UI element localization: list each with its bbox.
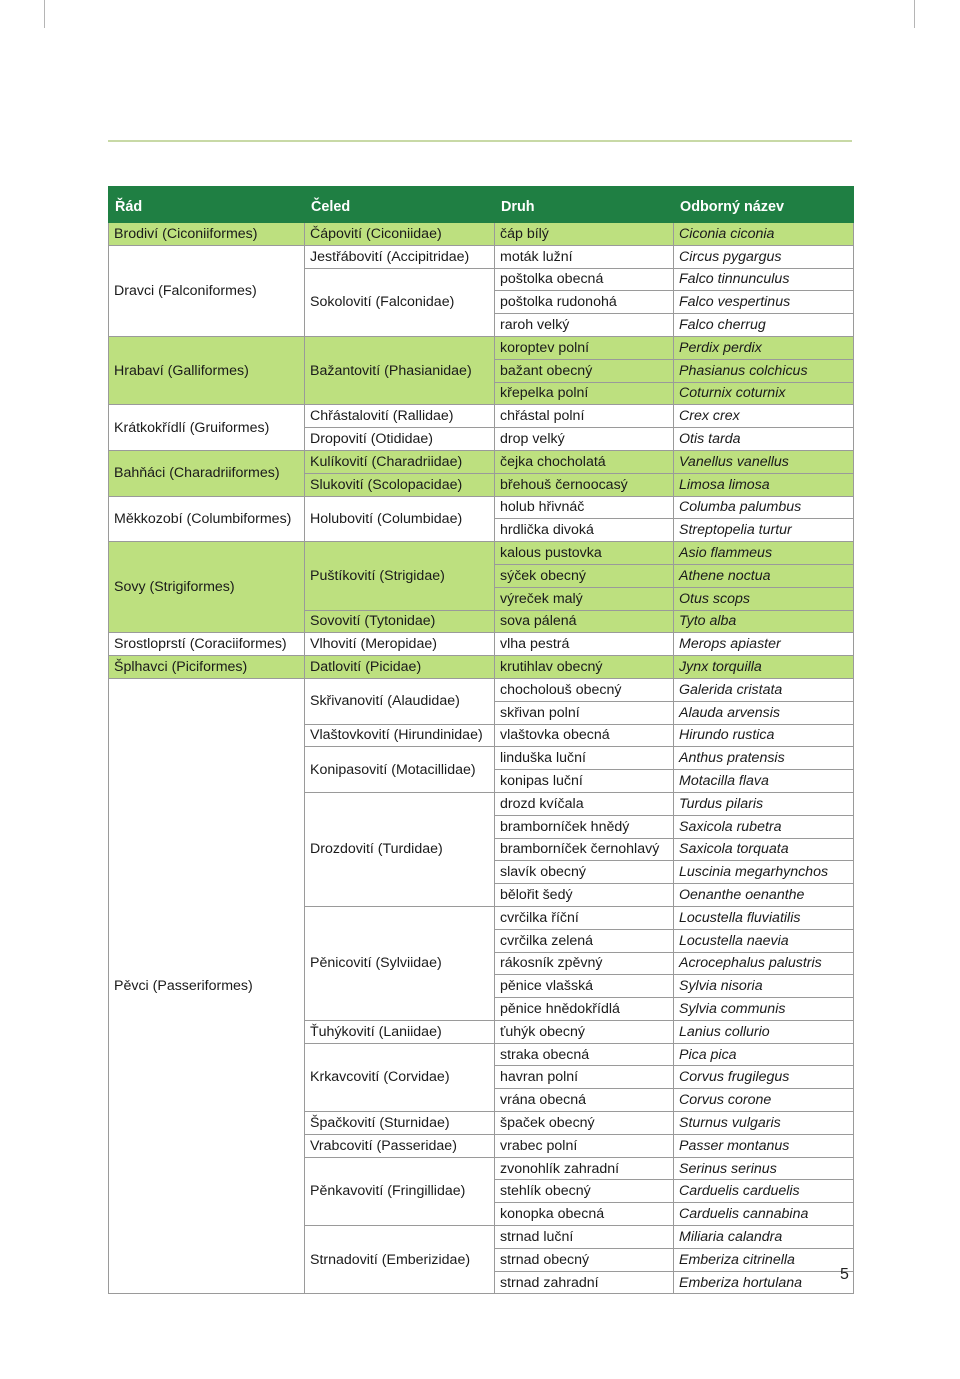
species-cell: moták lužní (495, 245, 674, 268)
scientific-name-cell: Phasianus colchicus (674, 359, 854, 382)
species-cell: poštolka rudonohá (495, 291, 674, 314)
table-row (109, 450, 854, 473)
scientific-name-cell: Carduelis cannabina (674, 1203, 854, 1226)
scientific-name-cell: Corvus corone (674, 1089, 854, 1112)
family-cell: Datlovití (Picidae) (305, 656, 495, 679)
species-cell: slavík obecný (495, 861, 674, 884)
family-cell: Pěnkavovití (Fringillidae) (305, 1157, 495, 1225)
scientific-name-cell: Sylvia communis (674, 998, 854, 1021)
scientific-name-cell: Falco vespertinus (674, 291, 854, 314)
scientific-name-cell: Pica pica (674, 1043, 854, 1066)
scientific-name-cell: Galerida cristata (674, 678, 854, 701)
table-row (109, 223, 854, 246)
family-cell: Jestřábovití (Accipitridae) (305, 245, 495, 268)
header-scientific-name: Odborný název (674, 187, 854, 223)
scientific-name-cell: Athene noctua (674, 564, 854, 587)
species-cell: strnad zahradní (495, 1271, 674, 1294)
scientific-name-cell: Miliaria calandra (674, 1226, 854, 1249)
scientific-name-cell: Sturnus vulgaris (674, 1112, 854, 1135)
scientific-name-cell: Serinus serinus (674, 1157, 854, 1180)
scientific-name-cell: Passer montanus (674, 1134, 854, 1157)
species-cell: vrána obecná (495, 1089, 674, 1112)
scientific-name-cell: Luscinia megarhynchos (674, 861, 854, 884)
species-cell: křepelka polní (495, 382, 674, 405)
species-cell: chocholouš obecný (495, 678, 674, 701)
species-cell: čejka chocholatá (495, 450, 674, 473)
scientific-name-cell: Merops apiaster (674, 633, 854, 656)
order-cell: Měkkozobí (Columbiformes) (109, 496, 305, 542)
table-row (109, 542, 854, 565)
species-cell: skřivan polní (495, 701, 674, 724)
header-order: Řád (109, 187, 305, 223)
species-cell: zvonohlík zahradní (495, 1157, 674, 1180)
scientific-name-cell: Oenanthe oenanthe (674, 884, 854, 907)
family-cell: Bažantovití (Phasianidae) (305, 336, 495, 404)
table-header-row (109, 187, 854, 223)
family-cell: Čápovití (Ciconiidae) (305, 223, 495, 246)
family-cell: Vlaštovkovití (Hirundinidae) (305, 724, 495, 747)
family-cell: Krkavcovití (Corvidae) (305, 1043, 495, 1111)
family-cell: Špačkovití (Sturnidae) (305, 1112, 495, 1135)
order-cell: Sovy (Strigiformes) (109, 542, 305, 633)
header-family: Čeled (305, 187, 495, 223)
table-row (109, 496, 854, 519)
table-row (109, 656, 854, 679)
species-cell: strnad luční (495, 1226, 674, 1249)
species-cell: cvrčilka říční (495, 906, 674, 929)
family-cell: Vrabcovití (Passeridae) (305, 1134, 495, 1157)
species-cell: bělořit šedý (495, 884, 674, 907)
table-row (109, 245, 854, 268)
species-cell: raroh velký (495, 314, 674, 337)
family-cell: Slukovití (Scolopacidae) (305, 473, 495, 496)
family-cell: Strnadovití (Emberizidae) (305, 1226, 495, 1294)
scientific-name-cell: Turdus pilaris (674, 792, 854, 815)
species-cell: vrabec polní (495, 1134, 674, 1157)
species-cell: vlaštovka obecná (495, 724, 674, 747)
scientific-name-cell: Acrocephalus palustris (674, 952, 854, 975)
family-cell: Holubovití (Columbidae) (305, 496, 495, 542)
order-cell: Pěvci (Passeriformes) (109, 678, 305, 1294)
species-cell: chřástal polní (495, 405, 674, 428)
table-row (109, 336, 854, 359)
order-cell: Krátkokřídlí (Gruiformes) (109, 405, 305, 451)
species-cell: pěnice hnědokřídlá (495, 998, 674, 1021)
species-cell: sýček obecný (495, 564, 674, 587)
order-cell: Šplhavci (Piciformes) (109, 656, 305, 679)
scientific-name-cell: Falco cherrug (674, 314, 854, 337)
page-number: 5 (840, 1266, 849, 1283)
family-cell: Dropovití (Otididae) (305, 428, 495, 451)
species-cell: poštolka obecná (495, 268, 674, 291)
table-row (109, 405, 854, 428)
species-cell: pěnice vlašská (495, 975, 674, 998)
scientific-name-cell: Saxicola rubetra (674, 815, 854, 838)
table-row (109, 633, 854, 656)
crop-mark-right (914, 0, 915, 28)
scientific-name-cell: Otus scops (674, 587, 854, 610)
species-cell: cvrčilka zelená (495, 929, 674, 952)
scientific-name-cell: Vanellus vanellus (674, 450, 854, 473)
family-cell: Sovovití (Tytonidae) (305, 610, 495, 633)
order-cell: Hrabaví (Galliformes) (109, 336, 305, 404)
species-cell: stehlík obecný (495, 1180, 674, 1203)
order-cell: Srostloprstí (Coraciiformes) (109, 633, 305, 656)
species-cell: rákosník zpěvný (495, 952, 674, 975)
family-cell: Sokolovití (Falconidae) (305, 268, 495, 336)
family-cell: Chřástalovití (Rallidae) (305, 405, 495, 428)
species-cell: bažant obecný (495, 359, 674, 382)
scientific-name-cell: Ciconia ciconia (674, 223, 854, 246)
scientific-name-cell: Crex crex (674, 405, 854, 428)
species-cell: drozd kvíčala (495, 792, 674, 815)
species-cell: sova pálená (495, 610, 674, 633)
table-body (109, 223, 854, 1294)
species-cell: konopka obecná (495, 1203, 674, 1226)
species-cell: holub hřivnáč (495, 496, 674, 519)
species-cell: strnad obecný (495, 1248, 674, 1271)
species-cell: břehouš černoocasý (495, 473, 674, 496)
scientific-name-cell: Jynx torquilla (674, 656, 854, 679)
scientific-name-cell: Saxicola torquata (674, 838, 854, 861)
scientific-name-cell: Columba palumbus (674, 496, 854, 519)
scientific-name-cell: Sylvia nisoria (674, 975, 854, 998)
crop-mark-left (44, 0, 45, 28)
order-cell: Bahňáci (Charadriiformes) (109, 450, 305, 496)
scientific-name-cell: Locustella fluviatilis (674, 906, 854, 929)
scientific-name-cell: Lanius collurio (674, 1020, 854, 1043)
scientific-name-cell: Corvus frugilegus (674, 1066, 854, 1089)
species-cell: bramborníček hnědý (495, 815, 674, 838)
species-cell: straka obecná (495, 1043, 674, 1066)
species-cell: ťuhýk obecný (495, 1020, 674, 1043)
scientific-name-cell: Locustella naevia (674, 929, 854, 952)
scientific-name-cell: Asio flammeus (674, 542, 854, 565)
family-cell: Vlhovití (Meropidae) (305, 633, 495, 656)
header-species: Druh (495, 187, 674, 223)
family-cell: Puštíkovití (Strigidae) (305, 542, 495, 610)
family-cell: Ťuhýkovití (Laniidae) (305, 1020, 495, 1043)
scientific-name-cell: Perdix perdix (674, 336, 854, 359)
family-cell: Pěnicovití (Sylviidae) (305, 906, 495, 1020)
species-cell: čáp bílý (495, 223, 674, 246)
species-cell: bramborníček černohlavý (495, 838, 674, 861)
bird-species-table (108, 186, 854, 1294)
scientific-name-cell: Tyto alba (674, 610, 854, 633)
table-row (109, 678, 854, 701)
species-cell: špaček obecný (495, 1112, 674, 1135)
species-cell: výreček malý (495, 587, 674, 610)
order-cell: Dravci (Falconiformes) (109, 245, 305, 336)
species-cell: koroptev polní (495, 336, 674, 359)
species-cell: linduška luční (495, 747, 674, 770)
scientific-name-cell: Anthus pratensis (674, 747, 854, 770)
scientific-name-cell: Otis tarda (674, 428, 854, 451)
header-rule (108, 140, 852, 142)
species-cell: kalous pustovka (495, 542, 674, 565)
scientific-name-cell: Coturnix coturnix (674, 382, 854, 405)
scientific-name-cell: Motacilla flava (674, 770, 854, 793)
order-cell: Brodiví (Ciconiiformes) (109, 223, 305, 246)
scientific-name-cell: Carduelis carduelis (674, 1180, 854, 1203)
family-cell: Kulíkovití (Charadriidae) (305, 450, 495, 473)
scientific-name-cell: Hirundo rustica (674, 724, 854, 747)
scientific-name-cell: Streptopelia turtur (674, 519, 854, 542)
scientific-name-cell: Falco tinnunculus (674, 268, 854, 291)
scientific-name-cell: Emberiza hortulana (674, 1271, 854, 1294)
species-cell: hrdlička divoká (495, 519, 674, 542)
family-cell: Skřivanovití (Alaudidae) (305, 678, 495, 724)
species-cell: drop velký (495, 428, 674, 451)
scientific-name-cell: Emberiza citrinella (674, 1248, 854, 1271)
species-cell: konipas luční (495, 770, 674, 793)
scientific-name-cell: Circus pygargus (674, 245, 854, 268)
species-cell: vlha pestrá (495, 633, 674, 656)
scientific-name-cell: Alauda arvensis (674, 701, 854, 724)
species-cell: krutihlav obecný (495, 656, 674, 679)
family-cell: Drozdovití (Turdidae) (305, 792, 495, 906)
scientific-name-cell: Limosa limosa (674, 473, 854, 496)
family-cell: Konipasovití (Motacillidae) (305, 747, 495, 793)
species-cell: havran polní (495, 1066, 674, 1089)
